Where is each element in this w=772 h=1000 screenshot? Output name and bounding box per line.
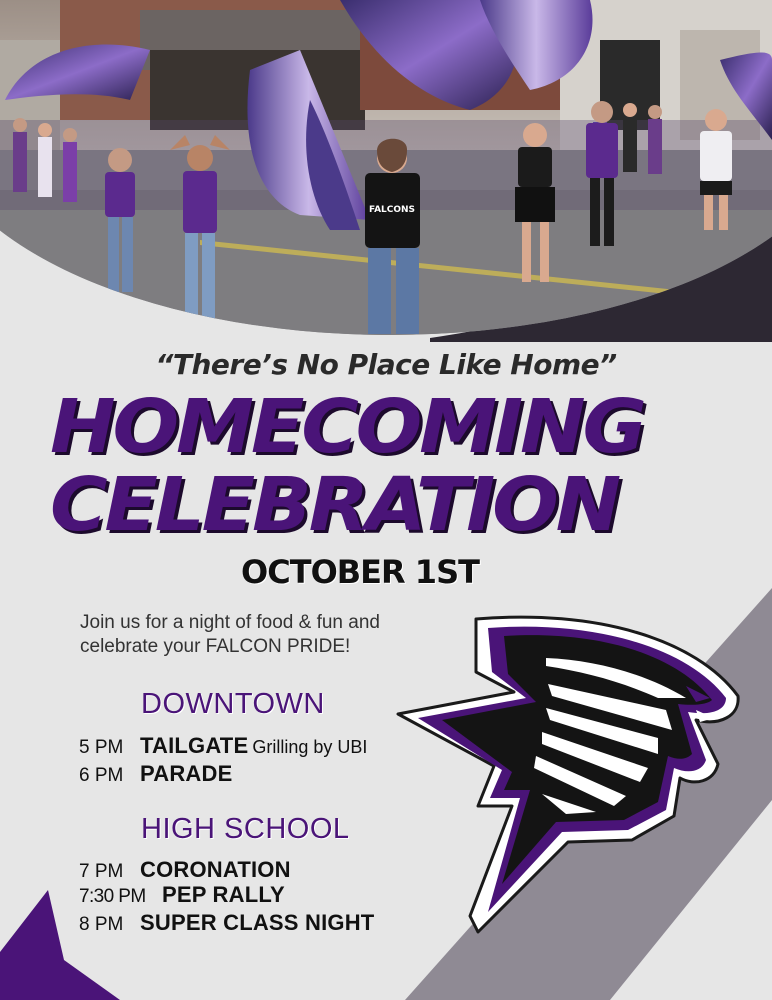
event-name: CORONATION xyxy=(140,857,291,882)
falcon-logo xyxy=(396,614,746,939)
event-time: 7 PM xyxy=(79,861,124,882)
event-time: 7:30 PM xyxy=(79,886,146,907)
invitation-line-1: Join us for a night of food & fun and xyxy=(80,612,380,633)
event-time: 5 PM xyxy=(79,737,124,758)
event-time: 8 PM xyxy=(79,914,124,935)
schedule-row-parade xyxy=(79,761,232,787)
event-name: PARADE xyxy=(140,761,233,786)
event-name: SUPER CLASS NIGHT xyxy=(140,910,375,935)
schedule-row-coronation xyxy=(79,857,291,883)
schedule-row-tailgate xyxy=(79,733,367,759)
star-icon xyxy=(0,890,130,1000)
event-note: Grilling by UBI xyxy=(252,737,368,757)
event-time: 6 PM xyxy=(79,765,124,786)
title-celebration: CELEBRATION xyxy=(50,462,619,548)
title-homecoming: HOMECOMING xyxy=(50,384,644,470)
invitation-text xyxy=(80,611,440,659)
section-heading-high-school: HIGH SCHOOL xyxy=(141,813,350,845)
event-date: OCTOBER 1ST xyxy=(241,553,479,591)
parade-photo xyxy=(0,0,772,335)
event-name: TAILGATE xyxy=(140,733,249,758)
section-heading-downtown: DOWNTOWN xyxy=(141,688,325,720)
tagline: “There’s No Place Like Home” xyxy=(155,348,617,381)
invitation-line-2: celebrate your FALCON PRIDE! xyxy=(80,636,351,657)
event-name: PEP RALLY xyxy=(162,882,285,907)
photo-shirt-text: FALCONS xyxy=(368,205,416,215)
